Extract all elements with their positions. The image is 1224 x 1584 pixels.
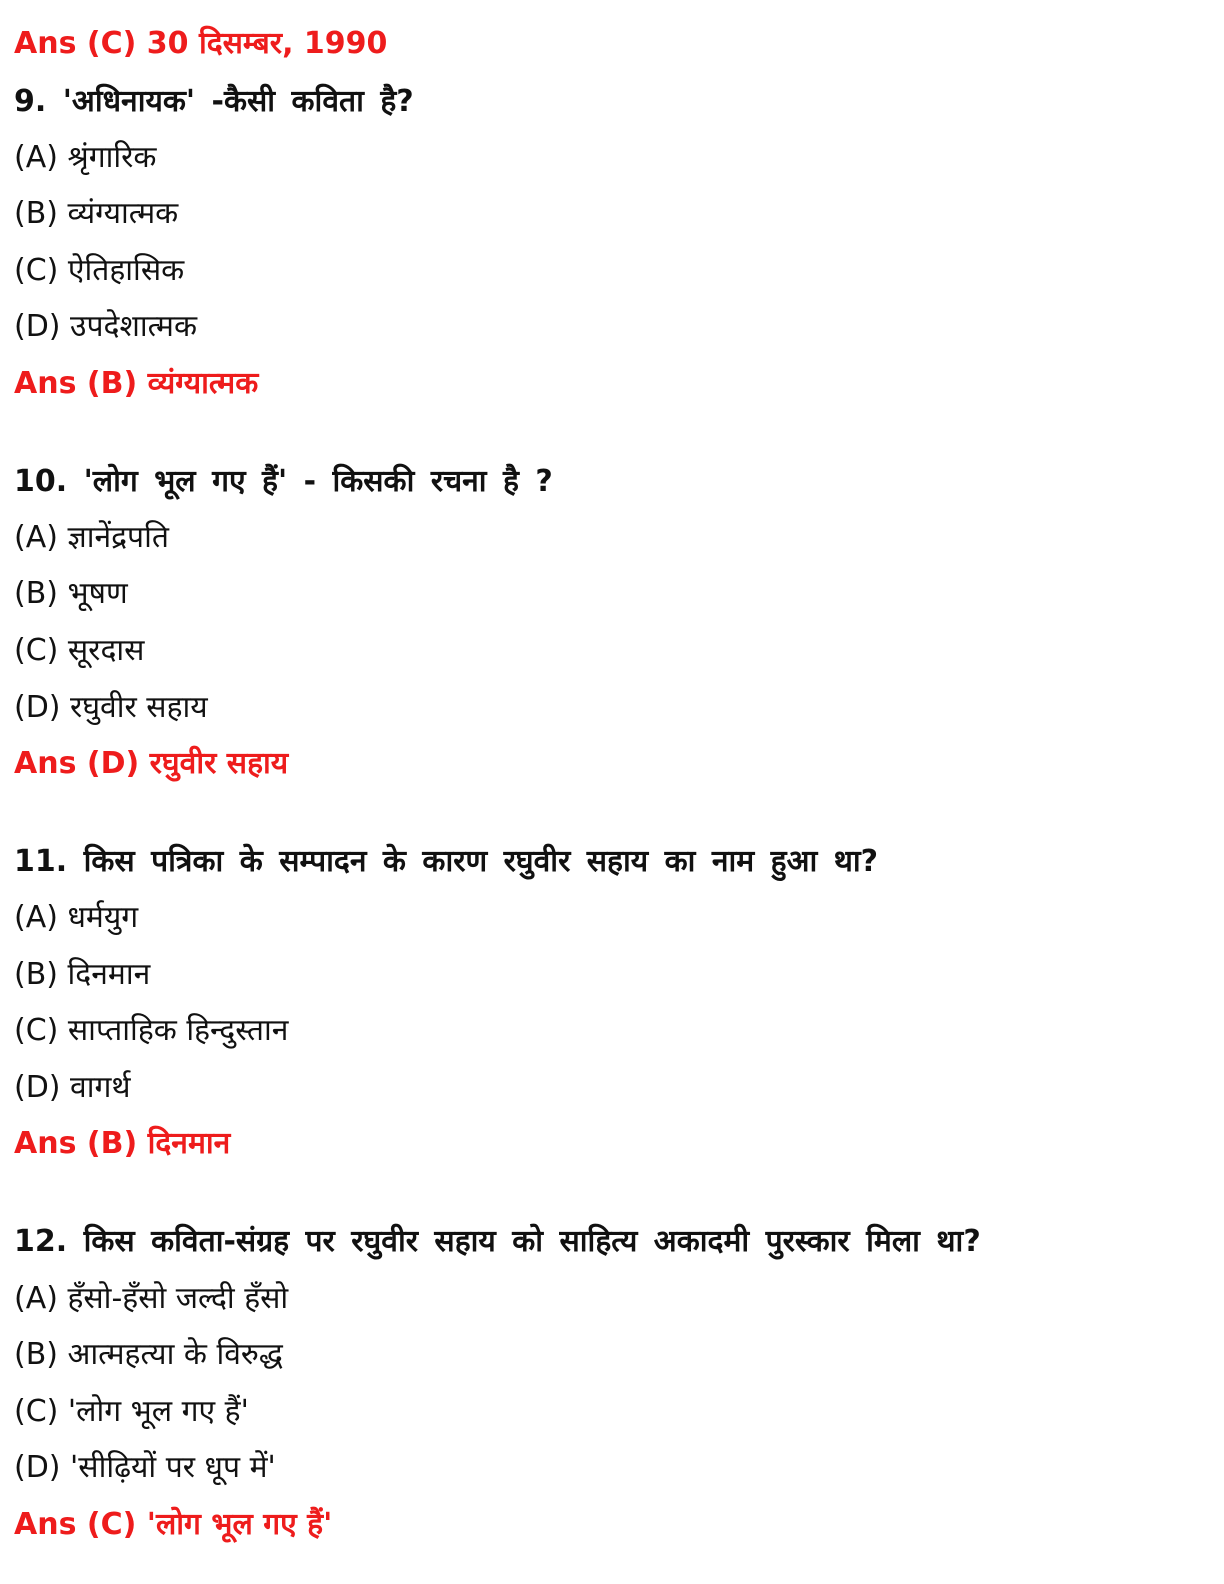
question-9: 9. 'अधिनायक' -कैसी कविता है?: [14, 84, 414, 119]
q9-option-a: (A) श्रृंगारिक: [14, 140, 157, 175]
q12-answer: Ans (C) 'लोग भूल गए हैं': [14, 1507, 333, 1542]
q11-option-a: (A) धर्मयुग: [14, 900, 139, 935]
question-10: 10. 'लोग भूल गए हैं' - किसकी रचना है ?: [14, 464, 553, 499]
q12-option-c: (C) 'लोग भूल गए हैं': [14, 1394, 249, 1429]
q10-answer: Ans (D) रघुवीर सहाय: [14, 746, 289, 781]
question-12: 12. किस कविता-संग्रह पर रघुवीर सहाय को साहित्य अकादमी पुरस्कार मिला था?: [14, 1224, 981, 1259]
q12-option-b: (B) आत्महत्या के विरुद्ध: [14, 1337, 283, 1372]
q9-option-b: (B) व्यंग्यात्मक: [14, 196, 179, 231]
q12-option-a: (A) हँसो-हँसो जल्दी हँसो: [14, 1281, 289, 1316]
previous-answer: Ans (C) 30 दिसम्बर, 1990: [14, 26, 388, 61]
q9-answer: Ans (B) व्यंग्यात्मक: [14, 366, 259, 401]
q11-option-b: (B) दिनमान: [14, 957, 151, 992]
q11-option-d: (D) वागर्थ: [14, 1070, 131, 1105]
question-11: 11. किस पत्रिका के सम्पादन के कारण रघुवीर सहाय का नाम हुआ था?: [14, 844, 879, 879]
q10-option-b: (B) भूषण: [14, 576, 128, 611]
q10-option-a: (A) ज्ञानेंद्रपति: [14, 520, 169, 555]
q11-answer: Ans (B) दिनमान: [14, 1126, 231, 1161]
q9-option-d: (D) उपदेशात्मक: [14, 309, 198, 344]
q10-option-c: (C) सूरदास: [14, 633, 145, 668]
q12-option-d: (D) 'सीढ़ियों पर धूप में': [14, 1450, 276, 1485]
q10-option-d: (D) रघुवीर सहाय: [14, 690, 208, 725]
q11-option-c: (C) साप्ताहिक हिन्दुस्तान: [14, 1013, 289, 1048]
q9-option-c: (C) ऐतिहासिक: [14, 253, 185, 288]
